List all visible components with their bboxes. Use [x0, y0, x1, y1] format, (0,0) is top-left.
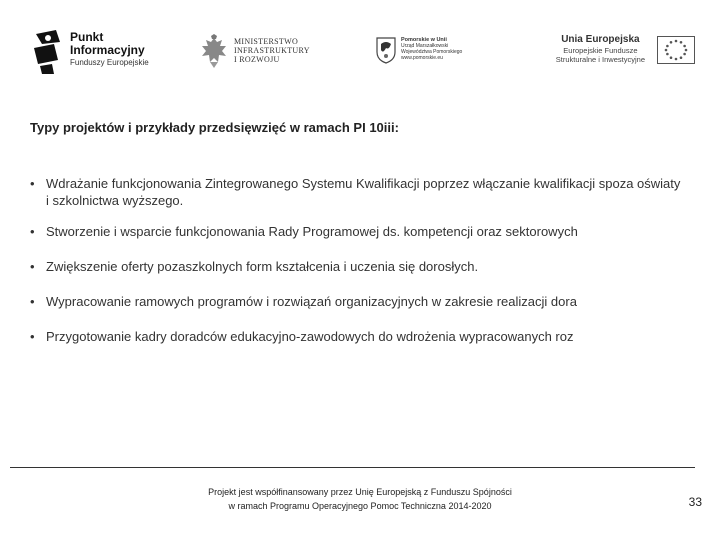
pi-logo-line2: Informacyjny	[70, 43, 145, 57]
bullet-dot-icon: •	[30, 224, 35, 239]
list-item	[30, 223, 720, 240]
bullet-dot-icon: •	[30, 329, 35, 344]
bullet-text-line: Zwiększenie oferty pozaszkolnych form kształcenia i uczenia się dorosłych.	[46, 259, 479, 274]
list-item	[30, 293, 720, 310]
footer-line1: Projekt jest współfinansowany przez Unię Europejską z Funduszu Spójności	[208, 487, 512, 497]
bullet-dot-icon: •	[30, 294, 35, 309]
footer-divider	[10, 467, 695, 468]
footer	[120, 485, 600, 513]
list-item	[30, 328, 720, 345]
slide-heading: Typy projektów i przykłady przedsięwzięć w ramach PI 10iii:	[30, 120, 399, 135]
bullet-list	[30, 175, 720, 363]
bullet-text-line: Stworzenie i wsparcie funkcjonowania Rady Programowej ds. kompetencji oraz sektorowych	[46, 224, 578, 239]
bullet-dot-icon: •	[30, 259, 35, 274]
bullet-text-line: Przygotowanie kadry doradców edukacyjno-zawodowych do wdrożenia wypracowanych roz	[46, 329, 574, 344]
ue-line3: Strukturalne i Inwestycyjne	[555, 55, 645, 64]
pomorskie-crest-icon	[375, 36, 397, 64]
ministry-logo	[198, 28, 328, 78]
pomorskie-line2: Urząd Marszałkowski	[401, 43, 449, 49]
pi-logo-line3: Funduszy Europejskie	[70, 58, 149, 67]
eu-flag-icon	[657, 36, 695, 64]
ue-line1: Unia Europejska	[561, 34, 640, 45]
punkt-informacyjny-logo	[34, 28, 164, 78]
pomorskie-line3: Województwa Pomorskiego	[401, 49, 463, 55]
logo-bar	[30, 28, 690, 78]
pi-logo-icon	[34, 30, 64, 74]
unia-europejska-logo	[520, 28, 695, 78]
list-item	[30, 175, 720, 209]
pomorskie-line4: www.pomorskie.eu	[401, 55, 443, 61]
footer-line2: w ramach Programu Operacyjnego Pomoc Techniczna 2014-2020	[228, 501, 492, 511]
pi-logo-line1: Punkt	[70, 30, 104, 44]
bullet-text-line: Wypracowanie ramowych programów i rozwiązań organizacyjnych w zakresie realizacji dora	[46, 294, 577, 309]
bullet-text-line: Wdrażanie funkcjonowania Zintegrowanego Systemu Kwalifikacji poprzez włączanie kwalifikacji spoza oświaty	[46, 176, 681, 191]
pomorskie-line1: Pomorskie w Unii	[401, 37, 447, 43]
ministry-line2: INFRASTRUKTURY	[234, 46, 310, 55]
bullet-text-line: i szkolnictwa wyższego.	[46, 193, 184, 208]
ue-line2: Europejskie Fundusze	[563, 46, 638, 55]
bullet-dot-icon: •	[30, 176, 35, 191]
ministry-line3: I ROZWOJU	[234, 55, 280, 64]
list-item	[30, 258, 720, 275]
ministry-line1: MINISTERSTWO	[234, 37, 299, 46]
page-number: 33	[688, 495, 702, 509]
pomorskie-logo	[375, 28, 475, 78]
polish-eagle-icon	[198, 34, 230, 70]
